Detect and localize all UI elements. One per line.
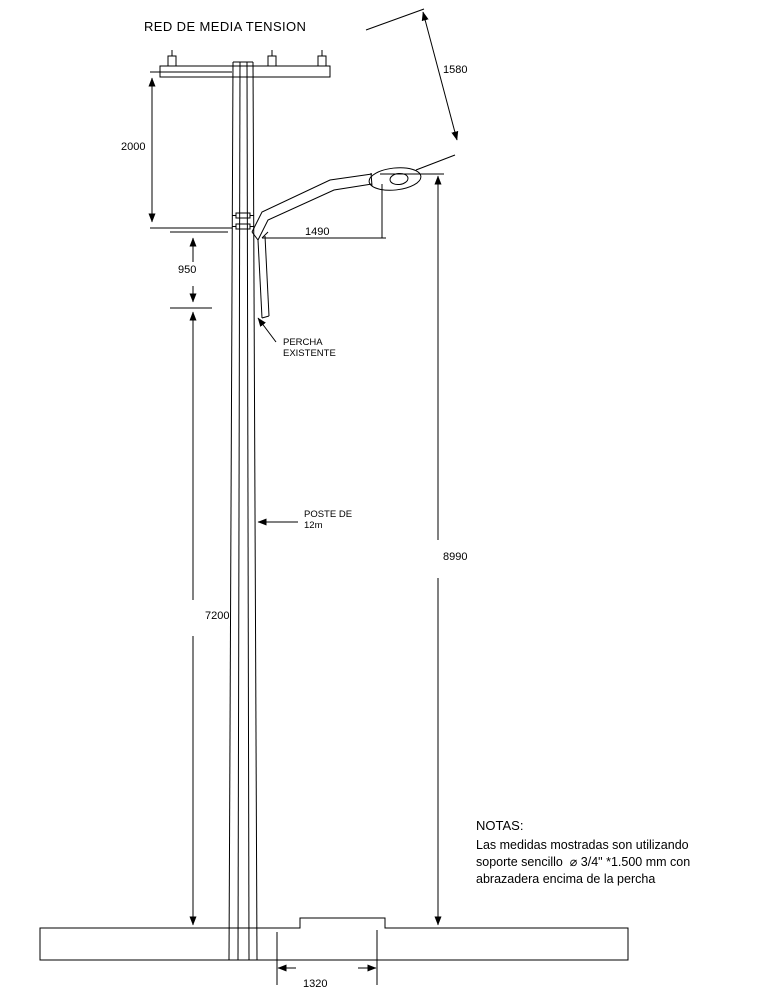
bracket-clamp xyxy=(232,213,254,229)
luminaire-head xyxy=(368,165,422,192)
luminaire-arm xyxy=(252,174,372,318)
dimension-label-1490: 1490 xyxy=(305,226,330,238)
callout-bracket-line1: PERCHA xyxy=(283,337,323,348)
notes-heading: NOTAS: xyxy=(476,818,524,833)
callout-bracket-line2: EXISTENTE xyxy=(283,348,336,359)
notes-line-1: Las medidas mostradas son utilizando xyxy=(476,838,689,852)
dimension-label-950: 950 xyxy=(178,264,197,276)
dimension-1320 xyxy=(277,930,377,985)
dimension-label-2000: 2000 xyxy=(121,141,146,153)
dimension-label-8990: 8990 xyxy=(443,551,468,563)
dimension-label-1580: 1580 xyxy=(443,64,468,76)
drawing-title: RED DE MEDIA TENSION xyxy=(144,19,307,34)
dimension-1580 xyxy=(366,9,457,170)
dimension-2000 xyxy=(150,72,232,228)
callout-pole-line2: 12m xyxy=(304,520,323,531)
callout-pole-line1: POSTE DE xyxy=(304,509,353,520)
dimension-8990 xyxy=(380,174,444,928)
notes-line-2: soporte sencillo ⌀ 3/4" *1.500 mm con xyxy=(476,855,691,869)
ground-base xyxy=(40,918,628,960)
crossarm-assembly xyxy=(160,50,330,77)
dimension-label-7200: 7200 xyxy=(205,610,230,622)
dimension-label-1320: 1320 xyxy=(303,978,328,990)
pole-shaft xyxy=(229,62,257,960)
notes-line-3: abrazadera encima de la percha xyxy=(476,872,656,886)
